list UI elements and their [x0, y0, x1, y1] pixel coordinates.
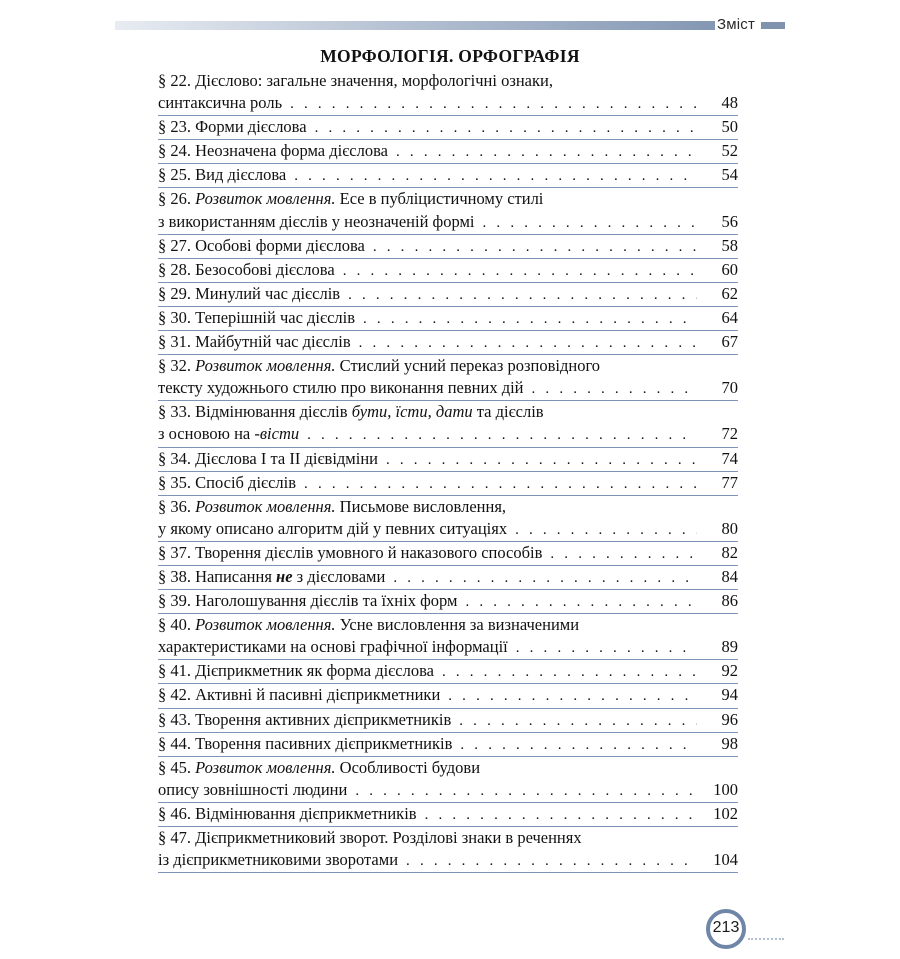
italic-text-segment: Розвиток мовлення. [195, 615, 336, 635]
text-segment: § 34. Дієслова I та II дієвідміни [158, 448, 378, 468]
toc-entry-line [158, 401, 738, 423]
toc-page-number: 64 [721, 307, 738, 327]
toc-entry-line [158, 259, 738, 281]
toc-entry-text [158, 140, 388, 162]
italic-text-segment: Розвиток мовлення. [195, 496, 336, 516]
toc-entry-line [158, 803, 738, 825]
toc-entry-line [158, 331, 738, 353]
toc-entry-text [158, 590, 457, 612]
text-segment: § 44. Творення пасивних дієприкметників [158, 733, 453, 753]
text-segment: та дієслів [472, 402, 544, 422]
header-decor-bar [115, 21, 715, 30]
text-segment: § 41. Дієприкметник як форма дієслова [158, 661, 434, 681]
footer-dotted-line [748, 938, 784, 943]
text-segment: § 45. [158, 757, 196, 777]
text-segment: опису зовнішності людини [158, 779, 348, 799]
toc-page-number: 70 [721, 378, 738, 398]
toc-entry[interactable] [158, 472, 738, 496]
page-number-badge [706, 909, 746, 949]
text-segment: у якому описано алгоритм дій у певних ситуаціях [158, 518, 508, 538]
toc-page-number: 89 [721, 637, 738, 657]
dot-leader [550, 543, 697, 565]
toc-entry[interactable] [158, 827, 738, 873]
toc-page-number: 94 [721, 685, 738, 705]
toc-entry-line [158, 70, 738, 92]
toc-entry[interactable] [158, 566, 738, 590]
dot-leader [459, 710, 697, 732]
toc-page-number: 58 [721, 235, 738, 255]
text-segment: § 27. Особові форми дієслова [158, 235, 365, 255]
toc-page-number: 92 [721, 661, 738, 681]
text-segment: § 38. Написання [158, 566, 277, 586]
toc-entry-line [158, 283, 738, 305]
toc-entry-line [158, 757, 738, 779]
toc-entry-line [158, 235, 738, 257]
toc-entry[interactable] [158, 757, 738, 803]
italic-text-segment: Розвиток мовлення. [195, 189, 336, 209]
toc-page-number: 67 [721, 332, 738, 352]
toc-page-number: 60 [721, 259, 738, 279]
dot-leader [304, 473, 697, 495]
toc-entry[interactable] [158, 733, 738, 757]
toc-entry-text [158, 757, 480, 779]
text-segment: із дієприкметниковими зворотами [158, 850, 399, 870]
toc-entry[interactable] [158, 542, 738, 566]
toc-entry[interactable] [158, 140, 738, 164]
toc-page-number: 96 [721, 709, 738, 729]
text-segment: Особливості будови [335, 757, 481, 777]
toc-page-number: 62 [721, 283, 738, 303]
toc-entry-line [158, 542, 738, 564]
header-end-decor [761, 22, 785, 29]
toc-entry-line [158, 423, 738, 445]
toc-entry-line [158, 614, 738, 636]
text-segment: § 46. Відмінювання дієприкметників [158, 803, 417, 823]
toc-entry-text [158, 235, 365, 257]
toc-entry-text [158, 849, 398, 871]
dot-leader [483, 212, 697, 234]
dot-leader [465, 591, 697, 613]
page-number: 213 [712, 919, 740, 936]
text-segment: § 37. Творення дієслів умовного й наказового способів [158, 542, 543, 562]
toc-entry-text [158, 684, 440, 706]
toc-page-number: 98 [721, 733, 738, 753]
toc-entry-text [158, 211, 475, 233]
toc-entry[interactable] [158, 448, 738, 472]
dot-leader [425, 804, 697, 826]
toc-entry-text [158, 259, 335, 281]
toc-entry[interactable] [158, 164, 738, 188]
text-segment: § 25. Вид дієслова [158, 165, 287, 185]
toc-entry-line [158, 684, 738, 706]
section-label: Зміст [717, 16, 756, 33]
toc-entry-text [158, 116, 307, 138]
dot-leader [363, 308, 697, 330]
dot-leader [355, 780, 697, 802]
toc-entry-text [158, 355, 600, 377]
toc-entry-line [158, 518, 738, 540]
italic-text-segment: бути [351, 402, 388, 422]
dot-leader [294, 165, 697, 187]
dot-leader [290, 93, 697, 115]
toc-entry[interactable] [158, 235, 738, 259]
toc-entry-line [158, 188, 738, 210]
dot-leader [442, 661, 697, 683]
toc-entry-line [158, 116, 738, 138]
dot-leader [516, 637, 697, 659]
toc-entry-text [158, 779, 347, 801]
dot-leader [393, 567, 697, 589]
table-of-contents [158, 70, 738, 873]
toc-entry-line [158, 566, 738, 588]
section-title: МОРФОЛОГІЯ. ОРФОГРАФІЯ [320, 46, 580, 66]
text-segment: § 47. Дієприкметниковий зворот. Розділові знаки в реченнях [158, 828, 582, 847]
toc-entry-text [158, 733, 452, 755]
toc-entry-line [158, 355, 738, 377]
toc-entry-line [158, 377, 738, 399]
toc-entry[interactable] [158, 355, 738, 401]
toc-entry-text [158, 803, 417, 825]
toc-entry-text [158, 472, 296, 494]
toc-entry[interactable] [158, 70, 738, 116]
toc-entry-line [158, 660, 738, 682]
toc-entry-line [158, 849, 738, 871]
toc-entry-text [158, 448, 378, 470]
toc-entry-line [158, 779, 738, 801]
text-segment: § 28. Безособові дієслова [158, 259, 335, 279]
dot-leader [396, 141, 697, 163]
toc-entry-text [158, 827, 582, 849]
toc-entry-text [158, 542, 542, 564]
dot-leader [448, 685, 697, 707]
text-segment: , [387, 402, 396, 422]
toc-entry-line [158, 92, 738, 114]
toc-entry-line [158, 733, 738, 755]
text-segment: Стислий усний переказ розповідного [335, 356, 601, 376]
text-segment: § 42. Активні й пасивні дієприкметники [158, 685, 441, 705]
toc-entry-line [158, 636, 738, 658]
text-segment: § 23. Форми дієслова [158, 117, 307, 137]
text-segment: § 26. [158, 189, 196, 209]
italic-text-segment: Розвиток мовлення. [195, 757, 336, 777]
toc-entry-text [158, 92, 282, 114]
toc-entry-text [158, 660, 434, 682]
toc-entry-line [158, 307, 738, 329]
text-segment: з дієсловами [292, 566, 386, 586]
toc-page-number: 84 [721, 566, 738, 586]
toc-entry-text [158, 401, 544, 423]
toc-entry[interactable] [158, 331, 738, 355]
text-segment: § 22. Дієслово: загальне значення, морфологічні ознаки, [158, 71, 553, 90]
text-segment: § 40. [158, 615, 196, 635]
text-segment: Усне висловлення за визначеними [335, 615, 580, 635]
toc-entry-text [158, 307, 355, 329]
dot-leader [460, 734, 697, 756]
toc-entry[interactable] [158, 614, 738, 660]
toc-page-number: 54 [721, 165, 738, 185]
toc-entry-text [158, 518, 507, 540]
dot-leader [373, 236, 697, 258]
toc-entry-line [158, 472, 738, 494]
italic-text-segment: їсти [395, 402, 428, 422]
toc-entry-text [158, 614, 579, 636]
text-segment: з основою на [158, 424, 255, 444]
text-segment: § 24. Неозначена форма дієслова [158, 141, 389, 161]
toc-page-number: 56 [721, 211, 738, 231]
toc-page-number: 82 [721, 542, 738, 562]
text-segment: Есе в публіцистичному стилі [335, 189, 544, 209]
text-segment: з використанням дієслів у неозначеній формі [158, 211, 475, 231]
dot-leader [515, 519, 697, 541]
toc-entry-line [158, 211, 738, 233]
toc-page-number: 77 [721, 472, 738, 492]
toc-entry-text [158, 566, 385, 588]
text-segment: синтаксична роль [158, 93, 283, 113]
toc-entry[interactable] [158, 709, 738, 733]
toc-entry-text [158, 709, 451, 731]
text-segment: § 35. Спосіб дієслів [158, 472, 297, 492]
text-segment: § 31. Майбутній час дієслів [158, 332, 351, 352]
text-segment: характеристиками на основі графічної інформації [158, 637, 508, 657]
text-segment: § 43. Творення активних дієприкметників [158, 709, 452, 729]
toc-entry[interactable] [158, 660, 738, 684]
toc-entry-line [158, 590, 738, 612]
toc-entry-line [158, 448, 738, 470]
toc-entry-line [158, 827, 738, 849]
toc-entry-text [158, 636, 508, 658]
dot-leader [406, 850, 697, 872]
dot-leader [307, 424, 697, 446]
dot-leader [348, 284, 697, 306]
dot-leader [343, 260, 697, 282]
text-segment: § 33. Відмінювання дієслів [158, 402, 352, 422]
toc-page-number: 74 [721, 448, 738, 468]
text-segment: § 29. Минулий час дієслів [158, 283, 341, 303]
toc-page-number: 80 [721, 518, 738, 538]
toc-page-number: 104 [713, 850, 738, 870]
toc-entry[interactable] [158, 590, 738, 614]
bold-italic-text-segment: не [276, 566, 293, 586]
dot-leader [386, 449, 697, 471]
italic-text-segment: -вісти [254, 424, 300, 444]
toc-page-number: 50 [721, 117, 738, 137]
toc-entry[interactable] [158, 283, 738, 307]
toc-entry[interactable] [158, 307, 738, 331]
toc-entry[interactable] [158, 401, 738, 447]
text-segment: тексту художнього стилю про виконання певних дій [158, 378, 524, 398]
toc-page-number: 52 [721, 141, 738, 161]
toc-entry-text [158, 377, 524, 399]
dot-leader [315, 117, 697, 139]
toc-entry-text [158, 423, 299, 445]
toc-entry-line [158, 496, 738, 518]
toc-page-number: 86 [721, 591, 738, 611]
toc-entry-text [158, 70, 553, 92]
toc-entry[interactable] [158, 116, 738, 140]
italic-text-segment: дати [435, 402, 473, 422]
dot-leader [532, 378, 697, 400]
dot-leader [359, 332, 697, 354]
toc-page-number: 48 [721, 93, 738, 113]
text-segment: Письмове висловлення, [335, 496, 507, 516]
text-segment: § 30. Теперішній час дієслів [158, 307, 356, 327]
toc-entry-text [158, 283, 340, 305]
toc-entry[interactable] [158, 496, 738, 542]
text-segment: § 39. Наголошування дієслів та їхніх форм [158, 591, 458, 611]
toc-entry-text [158, 496, 506, 518]
toc-entry-text [158, 188, 543, 210]
toc-entry-line [158, 164, 738, 186]
text-segment: , [427, 402, 436, 422]
toc-entry[interactable] [158, 803, 738, 827]
toc-entry-text [158, 331, 351, 353]
text-segment: § 36. [158, 496, 196, 516]
toc-entry-line [158, 709, 738, 731]
toc-entry-line [158, 140, 738, 162]
text-segment: § 32. [158, 356, 196, 376]
italic-text-segment: Розвиток мовлення. [195, 356, 336, 376]
toc-entry-text [158, 164, 286, 186]
toc-page-number: 72 [721, 424, 738, 444]
toc-entry[interactable] [158, 684, 738, 708]
toc-entry[interactable] [158, 259, 738, 283]
toc-page-number: 102 [713, 803, 738, 823]
toc-entry[interactable] [158, 188, 738, 234]
toc-page-number: 100 [713, 779, 738, 799]
